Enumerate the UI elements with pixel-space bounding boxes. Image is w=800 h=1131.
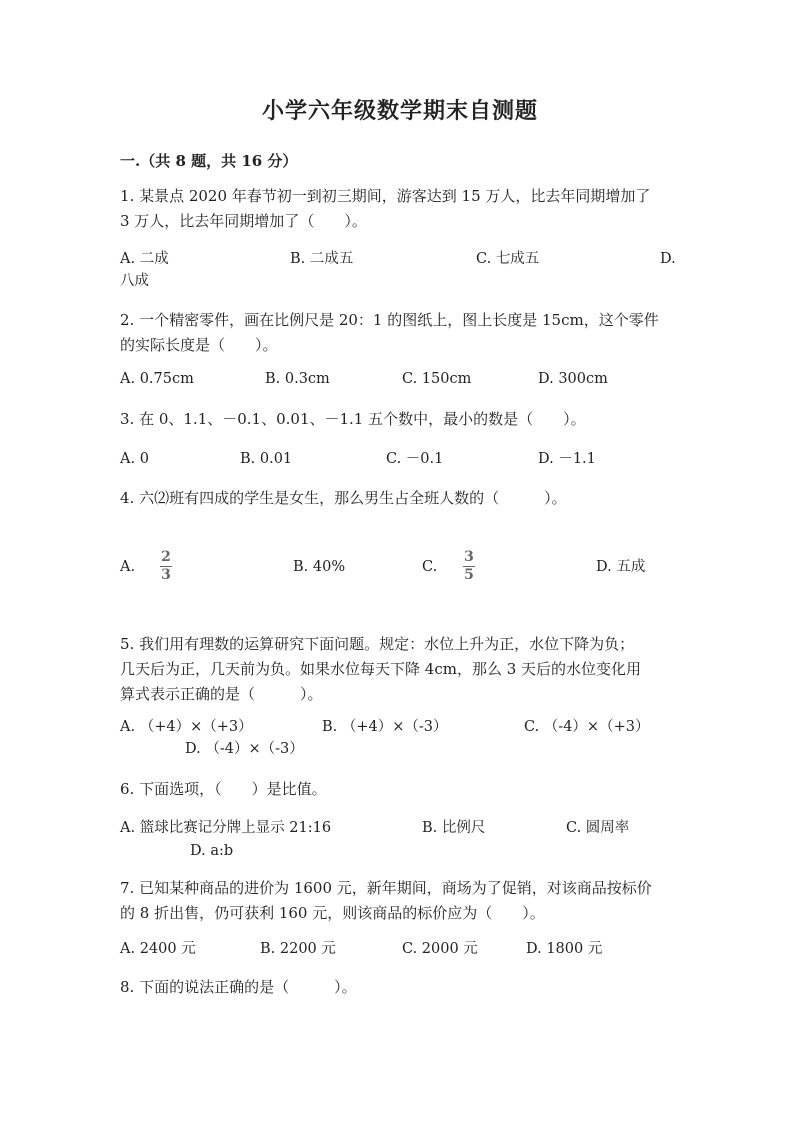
question-5-line-2: 几天后为正，几天前为负。如果水位每天下降 4cm，那么 3 天后的水位变化用 <box>120 660 642 678</box>
q3-option-b: B. 0.01 <box>240 451 293 467</box>
question-6 <box>120 777 680 802</box>
q3-option-c: C. －0.1 <box>386 451 444 467</box>
question-7-line-2: 的 8 折出售，仍可获利 160 元，则该商品的标价应为（ ）。 <box>120 904 545 922</box>
q7-option-c: C. 2000 元 <box>402 941 478 957</box>
q2-option-b: B. 0.3cm <box>265 371 330 387</box>
q6-option-c: C. 圆周率 <box>566 820 630 836</box>
q4-option-c: C. <box>422 559 438 575</box>
question-7 <box>120 876 680 926</box>
q1-option-b: B. 二成五 <box>290 251 354 267</box>
q5-option-b: B. （+4）×（-3） <box>322 719 448 735</box>
q1-option-d: D. <box>660 251 676 267</box>
q4-option-b: B. 40% <box>293 559 346 575</box>
question-1 <box>120 184 680 234</box>
fraction-denominator: 5 <box>464 567 474 583</box>
question-8-line-1: 8. 下面的说法正确的是（ ）。 <box>120 978 357 996</box>
question-2 <box>120 308 680 358</box>
fraction-numerator: 2 <box>161 549 171 565</box>
question-8 <box>120 975 680 1000</box>
q4-option-d: D. 五成 <box>596 559 646 575</box>
question-3 <box>120 407 680 432</box>
question-7-line-1: 7. 已知某种商品的进价为 1600 元，新年期间，商场为了促销，对该商品按标价 <box>120 879 652 897</box>
q1-option-d-text: 八成 <box>120 273 149 289</box>
q2-option-a: A. 0.75cm <box>120 371 194 387</box>
q7-option-a: A. 2400 元 <box>120 941 196 957</box>
q7-option-d: D. 1800 元 <box>526 941 603 957</box>
q6-option-b: B. 比例尺 <box>422 820 486 836</box>
q4-option-a-fraction <box>160 550 172 583</box>
fraction-numerator: 3 <box>464 549 474 565</box>
q4-option-a: A. <box>120 559 136 575</box>
q5-option-d: D. （-4）×（-3） <box>185 741 304 757</box>
q6-option-d: D. a:b <box>190 843 234 859</box>
q5-option-a: A. （+4）×（+3） <box>120 719 253 735</box>
q1-option-a: A. 二成 <box>120 251 169 267</box>
question-5 <box>120 632 680 707</box>
question-5-line-3: 算式表示正确的是（ ）。 <box>120 685 323 703</box>
q2-option-d: D. 300cm <box>538 371 608 387</box>
q6-option-a: A. 篮球比赛记分牌上显示 21:16 <box>120 820 332 836</box>
question-4-line-1: 4. 六⑵班有四成的学生是女生，那么男生占全班人数的（ ）。 <box>120 489 567 507</box>
q1-option-c: C. 七成五 <box>476 251 540 267</box>
q3-option-a: A. 0 <box>120 451 149 467</box>
question-2-line-1: 2. 一个精密零件，画在比例尺是 20：1 的图纸上，图上长度是 15cm，这个零件 <box>120 311 659 329</box>
q3-option-d: D. －1.1 <box>538 451 596 467</box>
question-4 <box>120 486 680 511</box>
page-title: 小学六年级数学期末自测题 <box>261 98 538 124</box>
q7-option-b: B. 2200 元 <box>260 941 336 957</box>
question-1-line-1: 1. 某景点 2020 年春节初一到初三期间，游客达到 15 万人，比去年同期增加了 <box>120 187 651 205</box>
section-heading: 一.（共 8 题，共 16 分） <box>120 152 298 170</box>
q5-option-c: C. （-4）×（+3） <box>524 719 650 735</box>
q2-option-c: C. 150cm <box>402 371 472 387</box>
question-2-line-2: 的实际长度是（ ）。 <box>120 336 278 354</box>
question-5-line-1: 5. 我们用有理数的运算研究下面问题。规定：水位上升为正，水位下降为负； <box>120 635 635 653</box>
question-1-line-2: 3 万人，比去年同期增加了（ ）。 <box>120 212 367 230</box>
q4-option-c-fraction <box>463 550 475 583</box>
question-6-line-1: 6. 下面选项，（ ）是比值。 <box>120 780 327 798</box>
fraction-denominator: 3 <box>161 567 171 583</box>
question-3-line-1: 3. 在 0、1.1、－0.1、0.01、－1.1 五个数中，最小的数是（ ）。 <box>120 410 586 428</box>
